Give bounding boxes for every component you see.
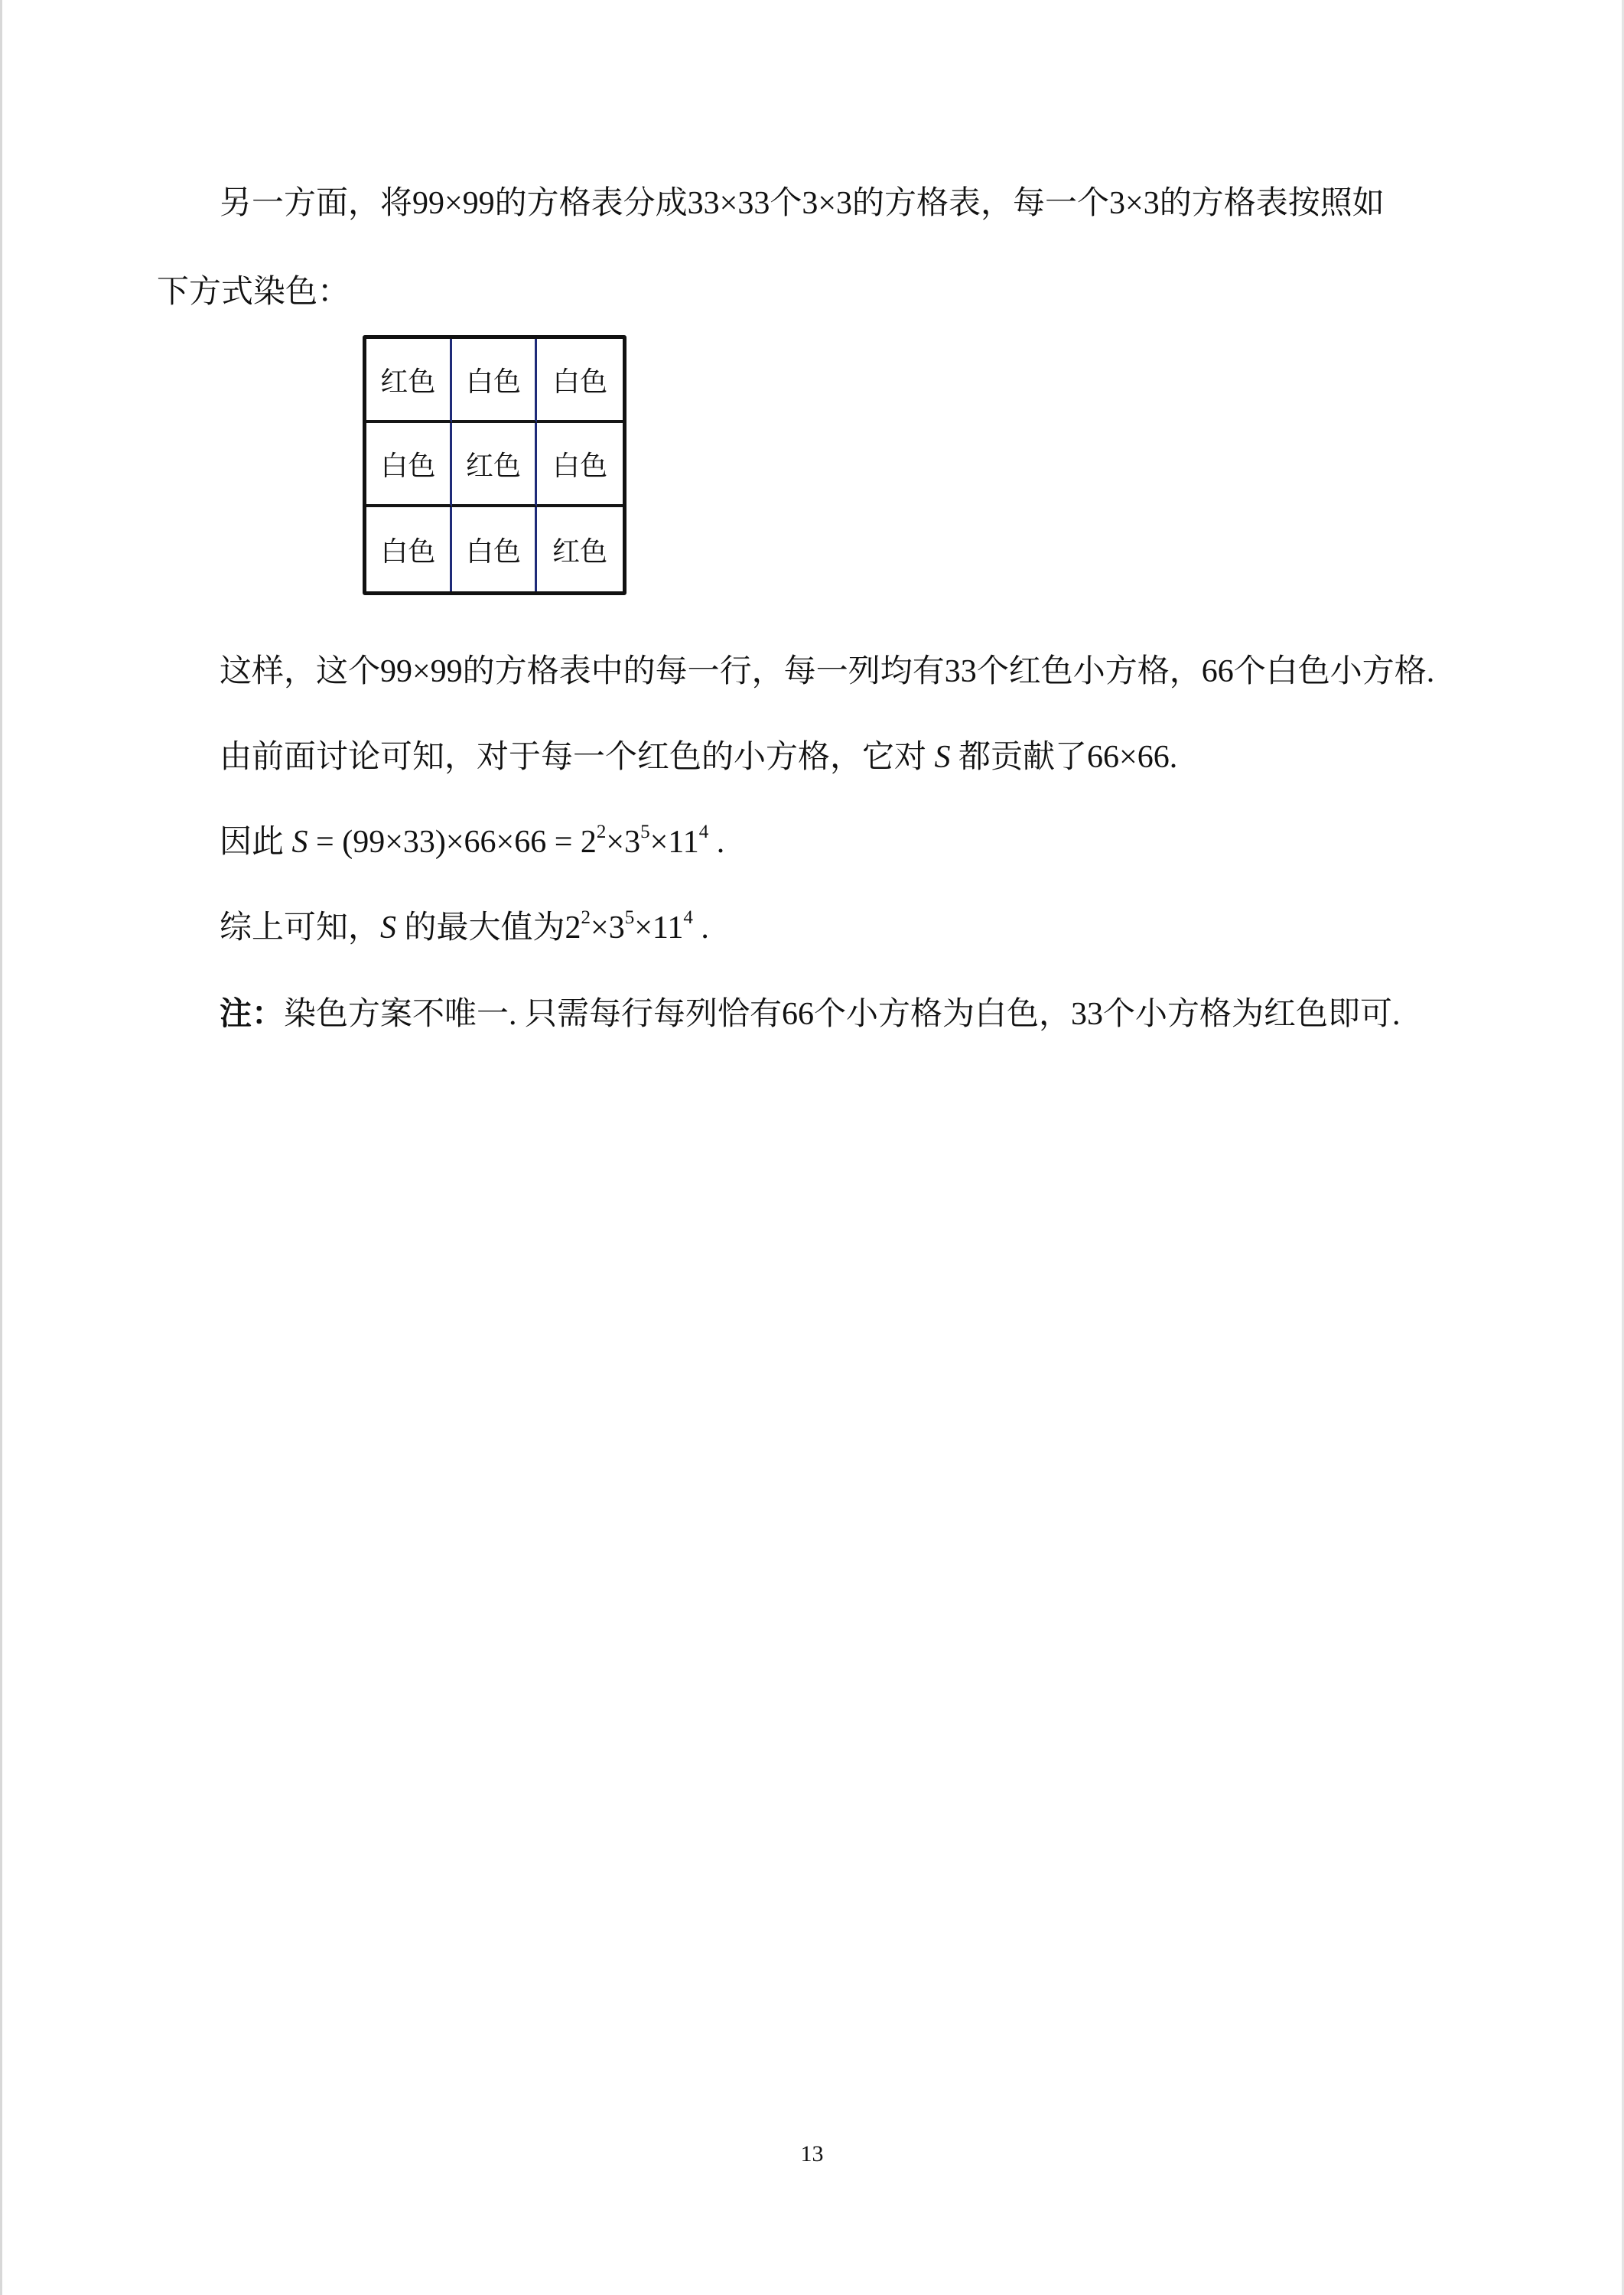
variable-s: S bbox=[380, 910, 397, 946]
table-cell: 红色 bbox=[366, 339, 452, 423]
max-value-middle-2: ×11 bbox=[634, 910, 684, 946]
table-cell: 白色 bbox=[366, 423, 452, 507]
page-number: 13 bbox=[800, 2141, 824, 2166]
result-line-2-suffix: 都贡献了66×66. bbox=[958, 740, 1178, 775]
table-cell: 白色 bbox=[452, 507, 538, 591]
paragraph-intro-line2: 下方式染色： bbox=[157, 275, 350, 310]
paragraph-intro-line1: 另一方面，将99×99的方格表分成33×33个3×3的方格表，每一个3×3的方格表按照如 bbox=[220, 186, 1385, 221]
variable-s: S bbox=[291, 825, 308, 860]
formula-exponent-1: 2 bbox=[596, 822, 607, 842]
result-line-4 bbox=[220, 907, 709, 949]
note-text: 染色方案不唯一. 只需每行每列恰有66个小方格为白色，33个小方格为红色即可. bbox=[284, 997, 1401, 1032]
formula-end: . bbox=[716, 825, 725, 860]
variable-s: S bbox=[934, 740, 951, 775]
max-value-exponent-2: 5 bbox=[624, 907, 635, 928]
formula-exponent-2: 5 bbox=[640, 822, 650, 842]
result-line-1: 这样，这个99×99的方格表中的每一行，每一列均有33个红色小方格，66个白色小方格. bbox=[220, 654, 1435, 689]
result-line-2 bbox=[220, 736, 1177, 779]
max-value-expression: 的最大值为2 bbox=[404, 910, 581, 946]
result-line-3-prefix: 因此 bbox=[220, 825, 285, 860]
max-value-exponent-1: 2 bbox=[581, 907, 591, 928]
note-label: 注： bbox=[220, 997, 285, 1032]
result-line-4-prefix: 综上可知， bbox=[220, 910, 381, 946]
result-line-2-prefix: 由前面讨论可知，对于每一个红色的小方格，它对 bbox=[220, 740, 927, 775]
formula-middle-2: ×11 bbox=[649, 825, 699, 860]
formula-middle-1: ×3 bbox=[606, 825, 641, 860]
note-line bbox=[220, 993, 1401, 1036]
formula-exponent-3: 4 bbox=[698, 822, 709, 842]
table-cell: 白色 bbox=[452, 339, 538, 423]
max-value-end: . bbox=[701, 910, 709, 946]
table-cell: 白色 bbox=[366, 507, 452, 591]
max-value-middle-1: ×3 bbox=[591, 910, 625, 946]
coloring-table bbox=[363, 335, 626, 595]
max-value-exponent-3: 4 bbox=[683, 907, 693, 928]
table-cell: 红色 bbox=[452, 423, 538, 507]
table-cell: 白色 bbox=[537, 423, 623, 507]
result-line-3 bbox=[220, 821, 724, 864]
table-cell: 红色 bbox=[552, 536, 608, 568]
table-cell: 白色 bbox=[537, 339, 623, 423]
formula-expression: = (99×33)×66×66 = 2 bbox=[316, 825, 597, 860]
